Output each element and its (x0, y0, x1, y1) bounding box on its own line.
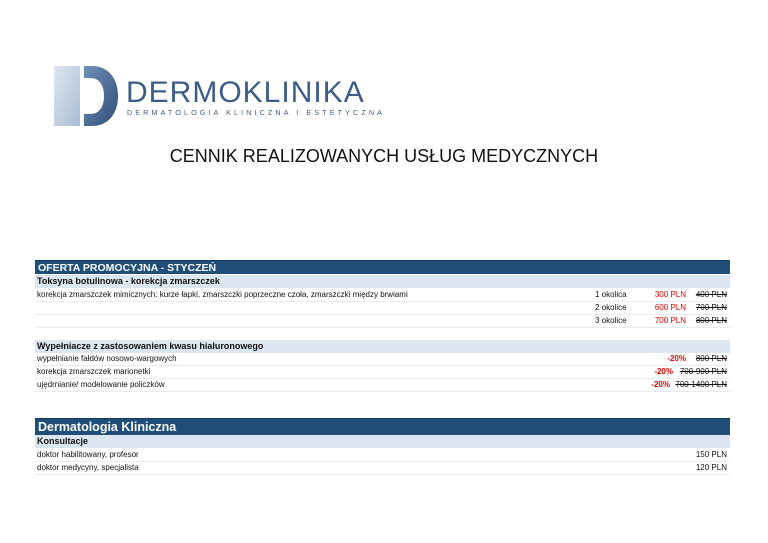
promo-section-header (35, 260, 730, 274)
botox-description: korekcja zmarszczek mimicznych: kurze łapki, zmarszczki poprzeczne czoła, zmarszczki między brwiami (37, 290, 408, 299)
service-label: korekcja zmarszczek marionetki (37, 367, 151, 376)
service-label: doktor habilitowany, profesor (37, 450, 139, 459)
area-label: 3 okolice (595, 316, 627, 325)
fillers-heading: Wypełniacze z zastosowaniem kwasu hialuronowego (35, 340, 730, 353)
discount-label: -20% (667, 354, 686, 363)
old-price: 700 PLN (695, 303, 727, 312)
page-title: CENNIK REALIZOWANYCH USŁUG MEDYCZNYCH (169, 146, 599, 166)
table-row (35, 379, 730, 392)
botox-heading: Toksyna botulinowa - korekcja zmarszczek (35, 275, 730, 288)
discount-label: -20% (651, 380, 670, 389)
logo-tagline: DERMATOLOGIA KLINICZNA I ESTETYCZNA (127, 108, 385, 117)
table-row (35, 449, 730, 462)
table-row (35, 289, 730, 302)
logo-wordmark: DERMOKLINIKA (126, 76, 365, 109)
old-price: 700-900 PLN (679, 367, 727, 376)
price: 150 PLN (695, 450, 727, 459)
promo-section-title: OFERTA PROMOCYJNA - STYCZEŃ (38, 262, 217, 274)
table-row (35, 302, 730, 315)
promo-price: 300 PLN (654, 290, 686, 299)
table-row (35, 366, 730, 379)
old-price: 800 PLN (695, 354, 727, 363)
table-row (35, 353, 730, 366)
service-label: ujędrnianie/ modelowanie policzków (37, 380, 165, 389)
area-label: 1 okolica (595, 290, 627, 299)
area-label: 2 okolice (595, 303, 627, 312)
discount-label: -20% (654, 367, 673, 376)
table-row (35, 315, 730, 328)
old-price: 700-1400 PLN (675, 380, 727, 389)
logo-mark-icon (54, 66, 118, 126)
clinical-section-title: Dermatologia Kliniczna (38, 420, 177, 434)
service-label: doktor medycyny, specjalista (37, 463, 139, 472)
old-price: 400 PLN (695, 290, 727, 299)
clinical-section-header (35, 418, 730, 435)
service-label: wypełnianie fałdów nosowo-wargowych (37, 354, 177, 363)
consult-heading: Konsultacje (35, 435, 730, 448)
promo-price: 700 PLN (654, 316, 686, 325)
promo-price: 600 PLN (654, 303, 686, 312)
old-price: 800 PLN (695, 316, 727, 325)
price: 120 PLN (695, 463, 727, 472)
table-row (35, 462, 730, 475)
